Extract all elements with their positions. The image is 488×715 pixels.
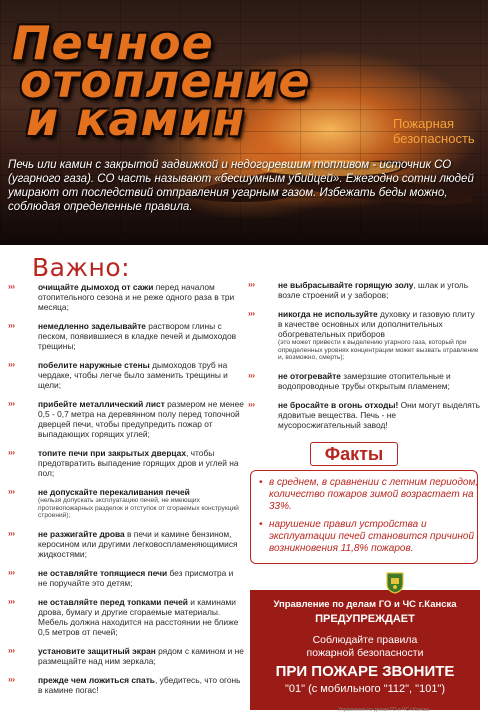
fact-item xyxy=(259,477,481,513)
title-line-2: отопление xyxy=(20,54,311,108)
fact-text: в среднем, в сравнении с летним периодом, количество пожаров зимой возрастает на 33%. xyxy=(269,477,479,512)
facts-heading: Факты xyxy=(310,442,398,466)
rule-item xyxy=(8,399,244,439)
rules-left-column xyxy=(8,282,244,704)
rule-item xyxy=(248,371,480,391)
triple-chevron-right-icon: ››› xyxy=(8,399,15,408)
warning-title: ПРЕДУПРЕЖДАЕТ xyxy=(315,613,415,625)
rule-keyword: не выбрасывайте горящую золу xyxy=(278,280,414,290)
rule-item xyxy=(8,568,244,588)
rule-keyword: установите защитный экран xyxy=(38,645,156,656)
fact-text: нарушение правил устройства и эксплуатации печей становится причиной возникновения 11,8% пожаров. xyxy=(269,519,475,554)
obey-rules-line-1: Соблюдайте правила xyxy=(312,634,418,646)
fact-item xyxy=(259,519,481,555)
triple-chevron-right-icon: ››› xyxy=(8,282,15,291)
triple-chevron-right-icon: ››› xyxy=(8,567,15,577)
rule-item xyxy=(8,321,244,351)
triple-chevron-right-icon: ››› xyxy=(8,674,15,684)
obey-rules-line-2: пожарной безопасности xyxy=(306,647,424,659)
triple-chevron-right-icon: ››› xyxy=(8,596,15,606)
rule-keyword: побелите наружные стены xyxy=(38,360,150,370)
rule-text: дымоходов труб на чердаке, чтобы легче было заменить трещины и щели; xyxy=(38,360,228,390)
rule-text: рядом с камином и не размещайте над ним зеркала; xyxy=(38,645,244,666)
rule-item xyxy=(8,448,244,478)
header-banner xyxy=(0,0,488,245)
rule-keyword: прибейте металлический лист xyxy=(38,399,165,409)
rule-text: Они могут выделять ядовитые вещества. Печь - не мусоросжигательный завод! xyxy=(278,399,480,430)
rule-item xyxy=(248,400,480,430)
bullet-dot-icon: • xyxy=(259,477,263,488)
rule-keyword: не допускайте перекаливания печей xyxy=(38,487,190,497)
facts-box xyxy=(250,470,478,564)
credit-line: Управление по делам ГО и ЧС г.Канска xyxy=(338,707,429,713)
rule-keyword: очищайте дымоход от сажи xyxy=(38,282,154,292)
rule-item xyxy=(8,597,244,637)
rule-item xyxy=(8,282,244,312)
bullet-dot-icon: • xyxy=(259,519,263,530)
rule-text: перед началом отопительного сезона и не реже одного раза в три месяца; xyxy=(38,282,235,312)
rule-text: без присмотра и не поручайте это детям; xyxy=(38,567,234,588)
triple-chevron-right-icon: ››› xyxy=(8,448,15,457)
rule-item xyxy=(8,529,244,559)
rule-keyword: не оставляйте перед топками печей xyxy=(38,596,188,607)
rule-keyword: топите печи при закрытых дверцах xyxy=(38,448,186,458)
rule-item xyxy=(248,280,480,300)
call-on-fire: ПРИ ПОЖАРЕ ЗВОНИТЕ xyxy=(275,663,455,680)
rule-text: , шлак и уголь возле строений и у заборов; xyxy=(278,280,469,300)
triple-chevron-right-icon: ››› xyxy=(8,645,15,655)
title-line-3: и камин xyxy=(26,92,246,146)
rule-item xyxy=(248,309,480,362)
triple-chevron-right-icon: ››› xyxy=(248,399,255,409)
triple-chevron-right-icon: ››› xyxy=(8,487,15,496)
intro-paragraph: Печь или камин с закрытой задвижкой и недогоревшим топливом - источник СО (угарного газа). СО часть называют «бесшумным убийцей». Ежегодно сотни людей умирают от последствий отправления угарным газом. Избежать беды можно, соблюдая определенные правила. xyxy=(8,159,474,213)
rule-keyword: не отогревайте xyxy=(278,370,341,381)
rules-right-column xyxy=(248,280,480,439)
warning-box xyxy=(250,590,480,710)
rule-item xyxy=(8,646,244,666)
triple-chevron-right-icon: ››› xyxy=(248,280,255,289)
triple-chevron-right-icon: ››› xyxy=(8,528,15,538)
triple-chevron-right-icon: ››› xyxy=(248,370,255,380)
rule-keyword: прежде чем ложиться спать xyxy=(38,674,155,685)
rule-text: размером не менее 0,5 - 0,7 метра на деревянном полу перед топочной дверцей печи, чтобы предупредить пожар от выпадающих горящих углей; xyxy=(38,399,244,439)
rule-text: , чтобы предотвратить выпадение горящих дров и углей на пол; xyxy=(38,448,239,478)
rule-text: в печи и камине бензином, керосином или другими легковоспламеняющимися жидкостями; xyxy=(38,528,238,559)
rule-text: духовку и газовую плиту в качестве основных или дополнительных обогревательных приборов xyxy=(278,309,475,339)
rule-item xyxy=(8,675,244,695)
rule-text: , убедитесь, что огонь в камине погас! xyxy=(38,674,241,695)
rule-keyword: никогда не используйте xyxy=(278,309,378,319)
triple-chevron-right-icon: ››› xyxy=(248,309,255,318)
subtitle-line-1: Пожарная xyxy=(393,116,455,131)
city-emblem-icon xyxy=(386,572,404,594)
rule-keyword: не бросайте в огонь отходы! xyxy=(278,399,399,410)
rule-keyword: немедленно заделывайте xyxy=(38,321,146,331)
title-line-1: Печное xyxy=(12,16,214,70)
triple-chevron-right-icon: ››› xyxy=(8,360,15,369)
rule-note: (это может привести к выделению угарного газа, который при определенных уровнях концентрации может вызвать отравление и, возможно, смерть); xyxy=(278,339,479,362)
organization-name: Управление по делам ГО и ЧС г.Канска xyxy=(273,599,457,610)
subtitle-line-2: безопасность xyxy=(393,131,475,146)
triple-chevron-right-icon: ››› xyxy=(8,321,15,330)
rule-keyword: не оставляйте топящиеся печи xyxy=(38,567,168,578)
rule-keyword: не разжигайте дрова xyxy=(38,528,125,539)
rule-item xyxy=(8,487,244,520)
rule-item xyxy=(8,360,244,390)
rule-text: раствором глины с песком, появившиеся в кладке печей и дымоходов трещины; xyxy=(38,321,237,351)
emergency-numbers: "01" (с мобильного "112", "101") xyxy=(284,683,445,695)
rule-note: (нельзя допускать эксплуатацию печей, не имеющих противопожарных разделок и отступок от сгораемых конструкций строений); xyxy=(38,497,239,520)
rule-text: и каминами дрова, бумагу и другие сгораемые материалы. Мебель должна находится на расстоянии не ближе 0,5 метров от печей; xyxy=(38,596,239,637)
rule-text: замерзшие отопительные и водопроводные трубы открытым пламенем; xyxy=(278,370,451,391)
important-heading: Важно: xyxy=(32,253,131,282)
